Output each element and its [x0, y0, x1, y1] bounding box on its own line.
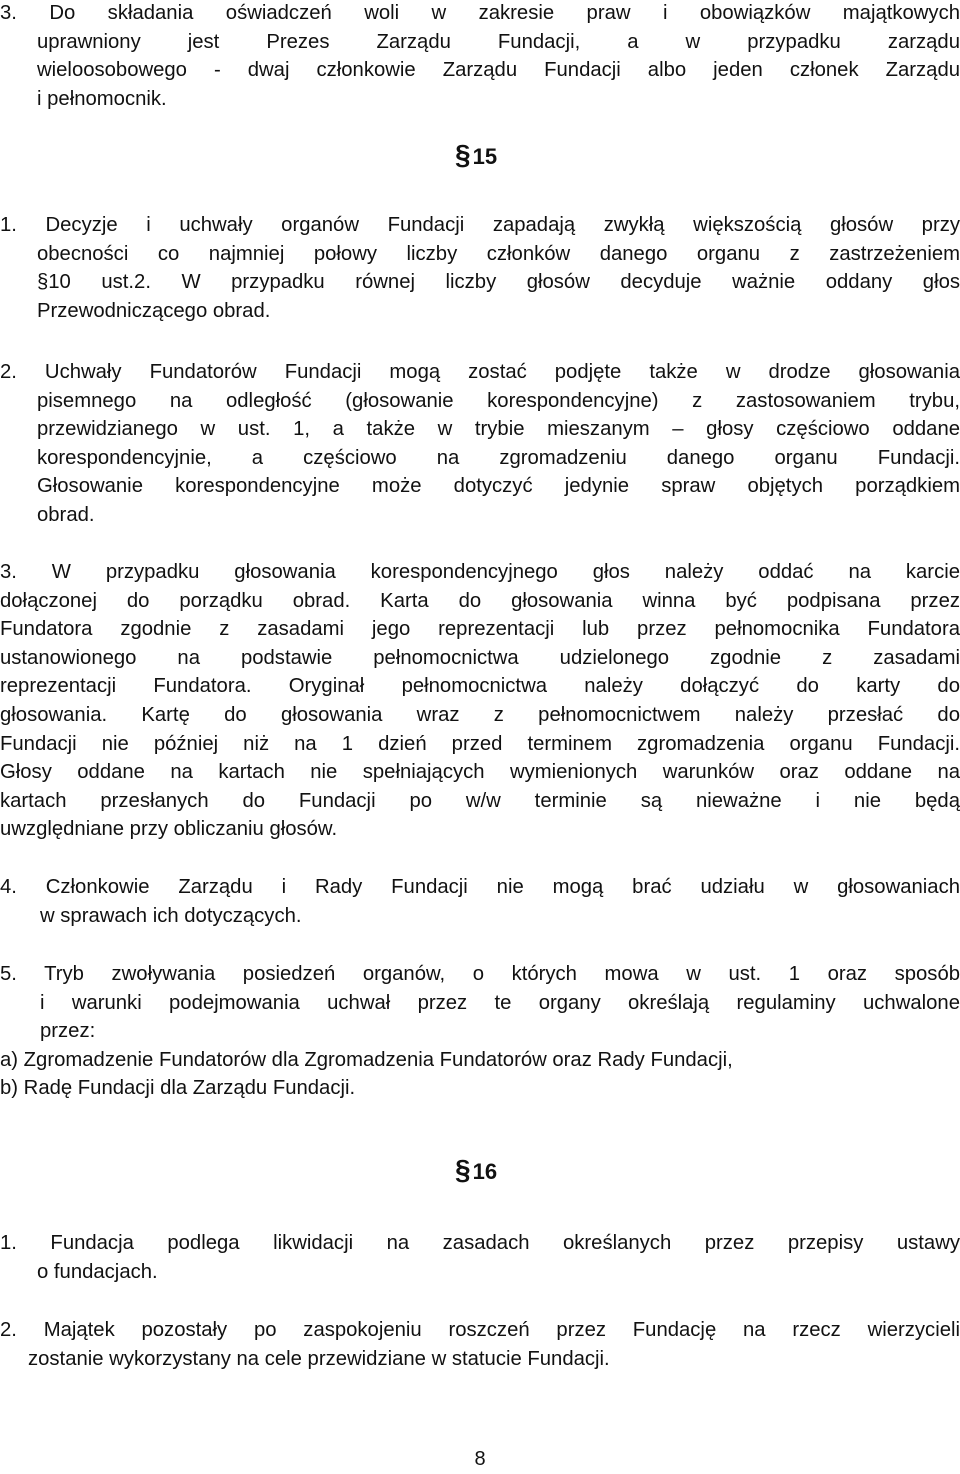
text-line: Głosowanie korespondencyjne może dotyczyć jedynie spraw objętych porządkiem: [37, 475, 960, 498]
page-number: 8: [474, 1448, 486, 1470]
text-line: dołączonej do porządku obrad. Karta do głosowania winna być podpisana przez: [0, 589, 960, 612]
text-line: 1. Fundacja podlega likwidacji na zasadach określanych przez przepisy ustawy: [0, 1232, 960, 1254]
paragraph-15-2: [0, 358, 960, 530]
section-number: 16: [472, 1159, 498, 1184]
text-line: Fundacji nie później niż na 1 dzień przed terminem zgromadzenia organu Fundacji.: [0, 732, 960, 755]
text-line: Fundatora zgodnie z zasadami jego reprezentacji lub przez pełnomocnika Fundatora: [0, 618, 960, 641]
text-line: reprezentacji Fundatora. Oryginał pełnomocnictwa należy dołączyć do karty do: [0, 675, 960, 698]
text-line: 4. Członkowie Zarządu i Rady Fundacji nie mogą brać udziału w głosowaniach: [0, 876, 960, 898]
text-line: uwzględniane przy obliczaniu głosów.: [0, 818, 338, 841]
section-symbol: §: [455, 139, 471, 170]
section-number: 15: [472, 144, 498, 169]
text-line: 5. Tryb zwoływania posiedzeń organów, o których mowa w ust. 1 oraz sposób: [0, 963, 960, 985]
text-line: 2. Uchwały Fundatorów Fundacji mogą zostać podjęte także w drodze głosowania: [0, 361, 960, 383]
list-item-b: [0, 1074, 960, 1103]
text-line: Głosy oddane na kartach nie spełniających wymienionych warunków oraz oddane na: [0, 761, 960, 784]
text-line: Przewodniczącego obrad.: [37, 299, 271, 322]
text-line: i pełnomocnik.: [37, 87, 167, 110]
text-line: i warunki podejmowania uchwał przez te organy określają regulaminy uchwalone: [40, 991, 960, 1014]
section-symbol: §: [455, 1154, 471, 1185]
text-line: o fundacjach.: [37, 1260, 158, 1283]
text-line: uprawniony jest Prezes Zarządu Fundacji, a w przypadku zarządu: [37, 30, 960, 53]
paragraph-15-5: [0, 960, 960, 1046]
text-line: obrad.: [37, 503, 95, 526]
text-line: ustanowionego na podstawie pełnomocnictwa udzielonego zgodnie z zasadami: [0, 646, 960, 669]
text-line: kartach przesłanych do Fundacji po w/w terminie są nieważne i nie będą: [0, 789, 960, 812]
text-line: b) Radę Fundacji dla Zarządu Fundacji.: [0, 1077, 356, 1099]
text-line: pisemnego na odległość (głosowanie korespondencyjne) z zastosowaniem trybu,: [37, 389, 960, 412]
text-line: zostanie wykorzystany na cele przewidziane w statucie Fundacji.: [28, 1347, 610, 1370]
text-line: przez:: [40, 1020, 96, 1043]
paragraph-15-3: [0, 558, 960, 844]
paragraph-16-2: [0, 1316, 960, 1373]
text-line: 2. Majątek pozostały po zaspokojeniu roszczeń przez Fundację na rzecz wierzycieli: [0, 1319, 960, 1341]
paragraph-16-1: [0, 1229, 960, 1286]
text-line: 3. W przypadku głosowania korespondencyjnego głos należy oddać na karcie: [0, 561, 960, 583]
text-line: przewidzianego w ust. 1, a także w trybie mieszanym – głosy częściowo oddane: [37, 418, 960, 441]
text-line: a) Zgromadzenie Fundatorów dla Zgromadzenia Fundatorów oraz Rady Fundacji,: [0, 1049, 733, 1071]
text-line: §10 ust.2. W przypadku równej liczby głosów decyduje ważnie oddany głos: [37, 271, 960, 294]
text-line: w sprawach ich dotyczących.: [40, 904, 302, 927]
text-line: głosowania. Kartę do głosowania wraz z pełnomocnictwem należy przesłać do: [0, 703, 960, 726]
section-heading-15: [455, 141, 497, 171]
paragraph-3: [0, 0, 960, 113]
text-line: wieloosobowego - dwaj członkowie Zarządu Fundacji albo jeden członek Zarządu: [37, 59, 960, 82]
text-line: 1. Decyzje i uchwały organów Fundacji zapadają zwykłą większością głosów przy: [0, 214, 960, 236]
text-line: obecności co najmniej połowy liczby członków danego organu z zastrzeżeniem: [37, 242, 960, 265]
list-item-a: [0, 1046, 960, 1075]
paragraph-15-4: [0, 873, 960, 930]
paragraph-15-1: [0, 211, 960, 325]
text-line: 3. Do składania oświadczeń woli w zakresie praw i obowiązków majątkowych: [0, 2, 960, 24]
section-heading-16: [455, 1156, 497, 1186]
text-line: korespondencyjnie, a częściowo na zgromadzeniu danego organu Fundacji.: [37, 446, 960, 469]
